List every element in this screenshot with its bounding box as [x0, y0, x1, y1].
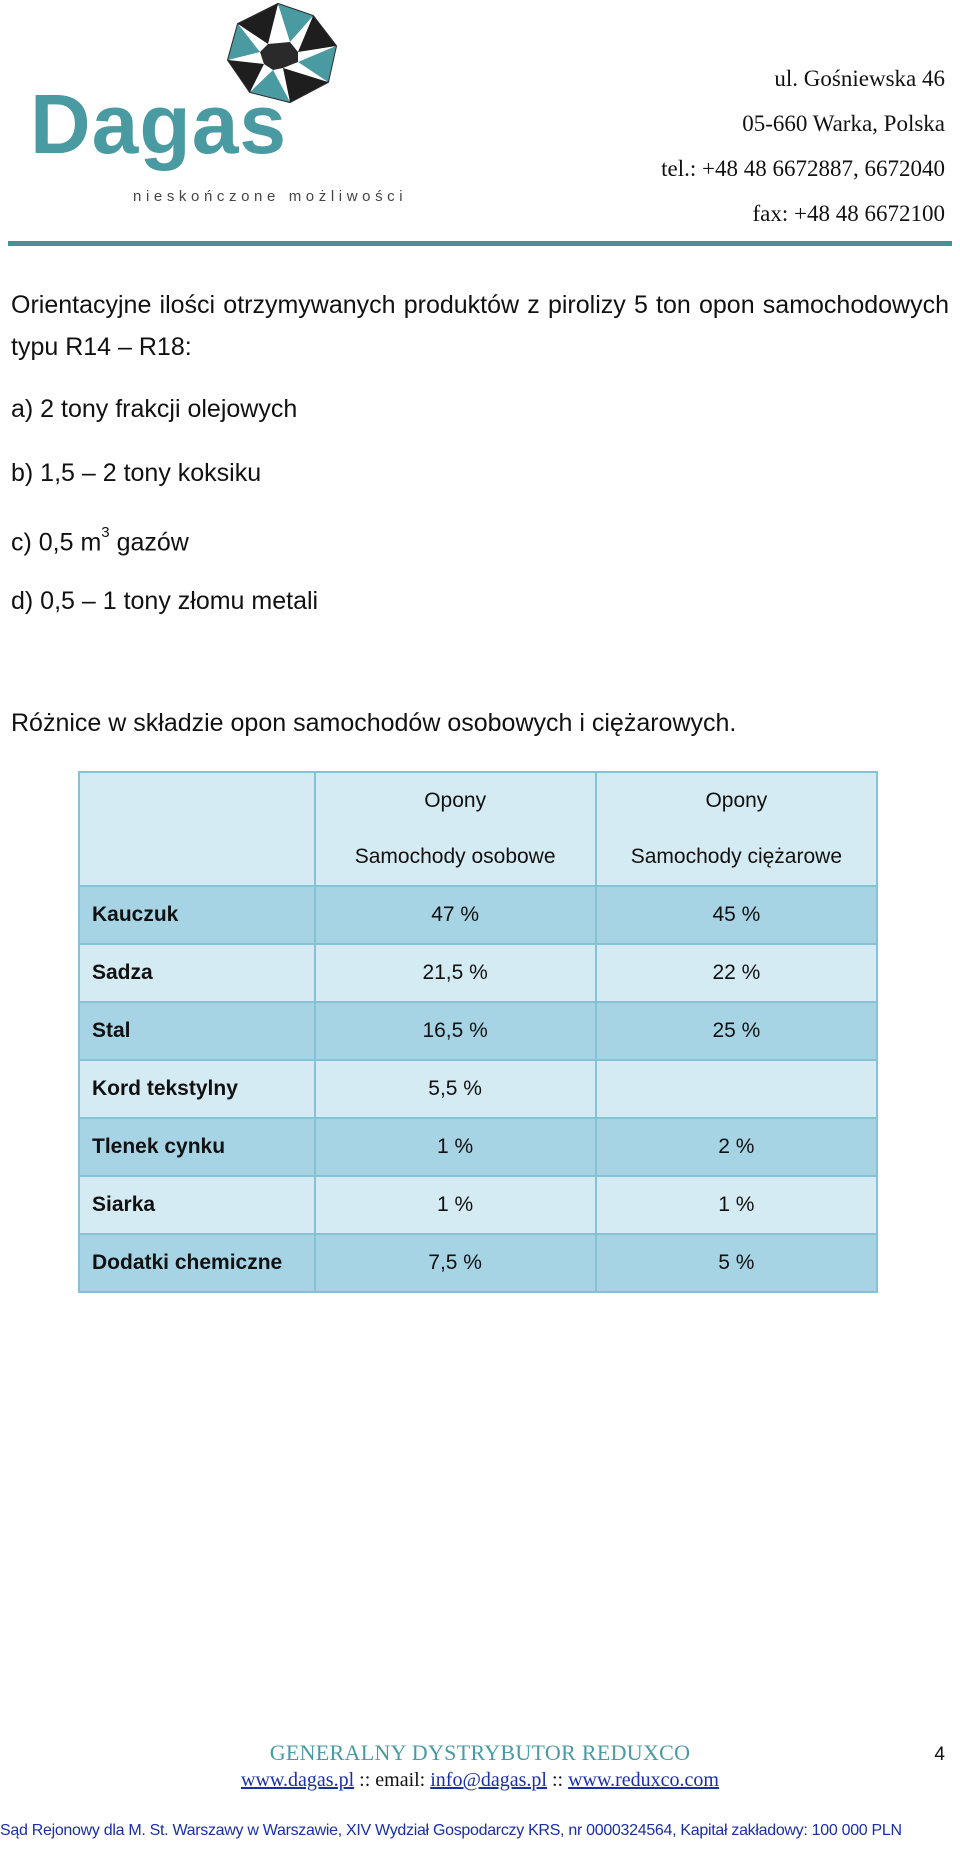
- page-number: 4: [934, 1744, 945, 1765]
- address-street: ul. Gośniewska 46: [774, 66, 945, 91]
- footer-links: [0, 1769, 960, 1792]
- section-title: Różnice w składzie opon samochodów osobowych i ciężarowych.: [11, 709, 737, 737]
- dagas-website-link[interactable]: www.dagas.pl: [241, 1769, 355, 1791]
- address-phone: tel.: +48 48 6672887, 6672040: [661, 156, 945, 181]
- row-label: Tlenek cynku: [79, 1118, 315, 1176]
- table-header-row: [79, 772, 877, 886]
- truck-value: 2 %: [596, 1118, 877, 1176]
- address-city: 05-660 Warka, Polska: [742, 111, 945, 136]
- truck-value: 45 %: [596, 886, 877, 944]
- row-label: Stal: [79, 1002, 315, 1060]
- email-link[interactable]: info@dagas.pl: [430, 1769, 547, 1791]
- logo-tagline: nieskończone możliwości: [133, 188, 408, 205]
- tyre-composition-table: [78, 771, 878, 1293]
- footer-distributor: GENERALNY DYSTRYBUTOR REDUXCO: [269, 1740, 691, 1765]
- row-label: Kord tekstylny: [79, 1060, 315, 1118]
- list-item: a) 2 tony frakcji olejowych: [11, 395, 298, 423]
- table-row: [79, 886, 877, 944]
- header-cell-passenger: Opony Samochody osobowe: [315, 772, 596, 886]
- header-cell-empty: [79, 772, 315, 886]
- company-address: [661, 56, 945, 236]
- truck-value: 5 %: [596, 1234, 877, 1292]
- truck-value: [596, 1060, 877, 1118]
- passenger-value: 7,5 %: [315, 1234, 596, 1292]
- table-row: [79, 944, 877, 1002]
- address-fax: fax: +48 48 6672100: [752, 201, 945, 226]
- superscript: 3: [101, 524, 110, 541]
- header-divider: [8, 241, 952, 246]
- passenger-value: 5,5 %: [315, 1060, 596, 1118]
- passenger-value: 1 %: [315, 1118, 596, 1176]
- passenger-value: 1 %: [315, 1176, 596, 1234]
- list-item: d) 0,5 – 1 tony złomu metali: [11, 587, 319, 615]
- truck-value: 1 %: [596, 1176, 877, 1234]
- row-label: Dodatki chemiczne: [79, 1234, 315, 1292]
- truck-value: 25 %: [596, 1002, 877, 1060]
- header-cell-truck: Opony Samochody ciężarowe: [596, 772, 877, 886]
- legal-notice: Sąd Rejonowy dla M. St. Warszawy w Warszawie, XIV Wydział Gospodarczy KRS, nr 0000324564, Kapitał zakładowy: 100 000 PLN: [0, 1822, 902, 1839]
- table-row: [79, 1060, 877, 1118]
- product-list: [11, 392, 318, 648]
- table-row: [79, 1002, 877, 1060]
- table-row: [79, 1118, 877, 1176]
- list-item: b) 1,5 – 2 tony koksiku: [11, 459, 262, 487]
- passenger-value: 16,5 %: [315, 1002, 596, 1060]
- row-label: Sadza: [79, 944, 315, 1002]
- table-row: [79, 1176, 877, 1234]
- footer-separator: :: email:: [354, 1769, 431, 1791]
- intro-paragraph: Orientacyjne ilości otrzymywanych produktów z pirolizy 5 ton opon samochodowych typu R14 – R18:: [11, 291, 949, 361]
- passenger-value: 47 %: [315, 886, 596, 944]
- row-label: Kauczuk: [79, 886, 315, 944]
- logo-wordmark: Dagas: [30, 77, 288, 171]
- truck-value: 22 %: [596, 944, 877, 1002]
- reduxco-website-link[interactable]: www.reduxco.com: [568, 1769, 719, 1791]
- list-item: c) 0,5 $m^3$ gazów: [11, 524, 189, 557]
- passenger-value: 21,5 %: [315, 944, 596, 1002]
- table-row: [79, 1234, 877, 1292]
- footer-separator: ::: [546, 1769, 569, 1791]
- dagas-logo: [28, 2, 408, 212]
- row-label: Siarka: [79, 1176, 315, 1234]
